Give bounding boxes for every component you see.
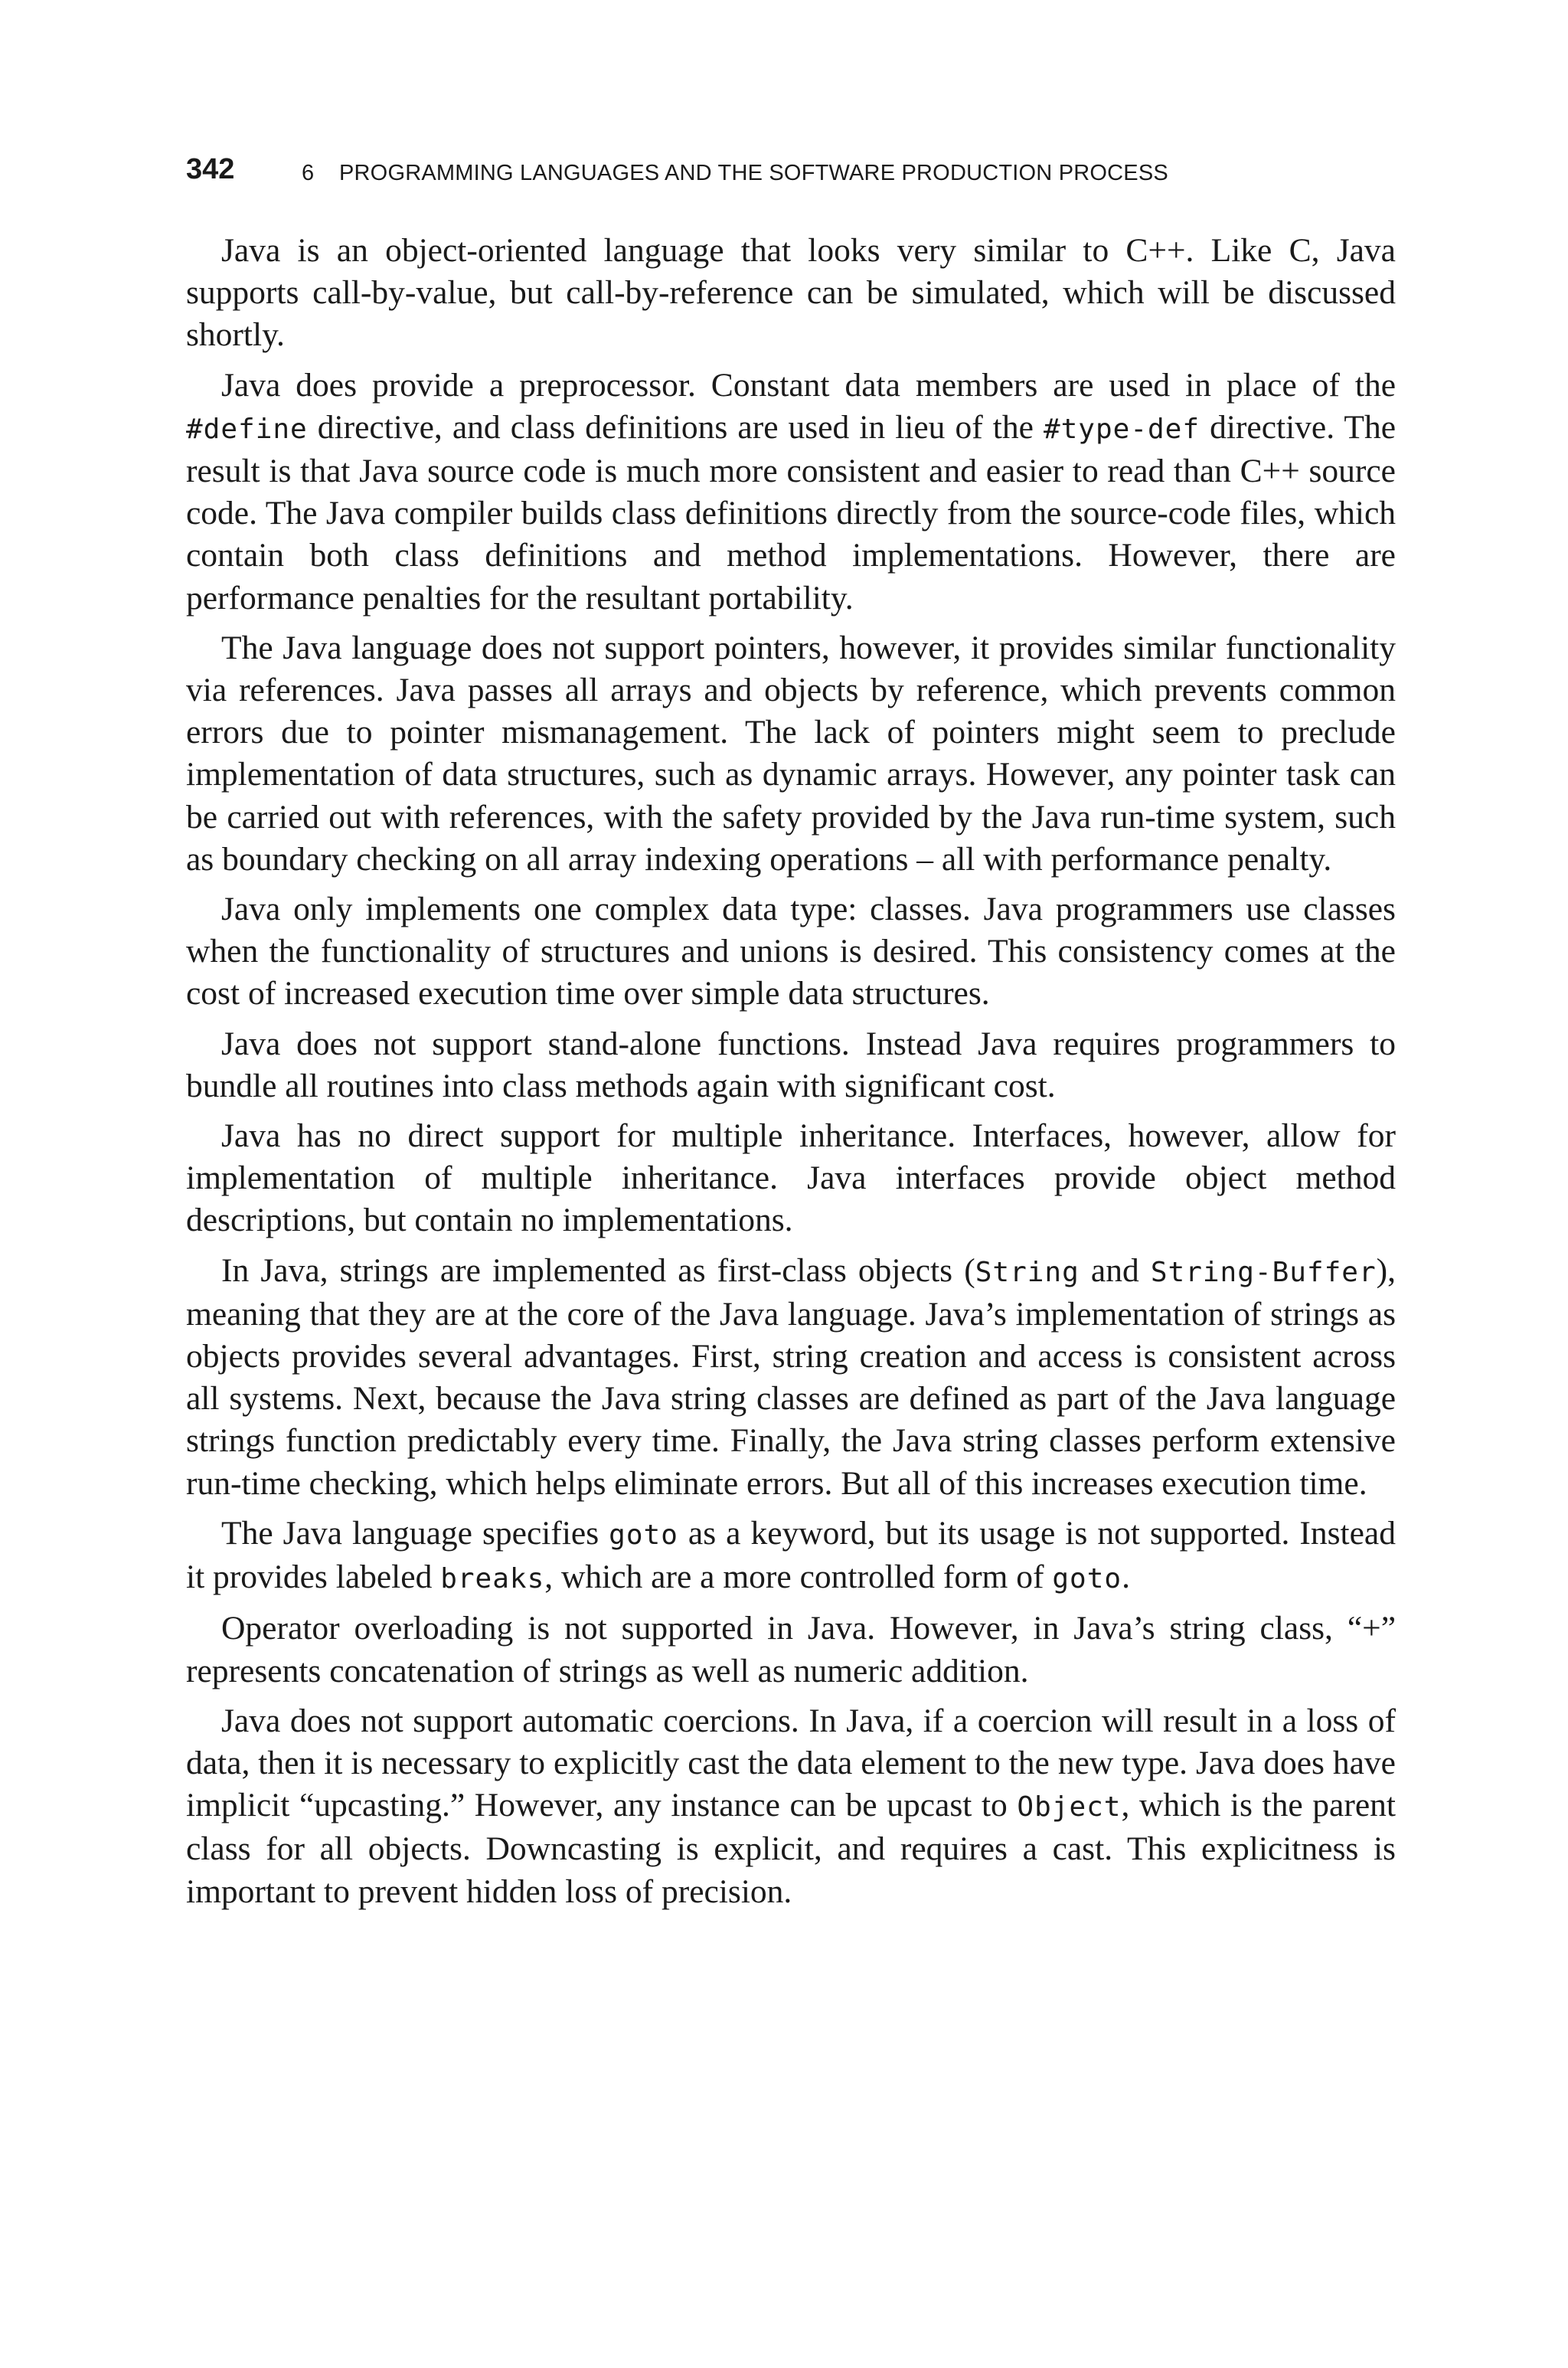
paragraph	[186, 627, 1396, 881]
paragraph-text: , which is the parent class for all objects. Downcasting is explicit, and requires a cast. This explicitness is important to prevent hidden loss of precision.	[186, 1787, 1396, 1910]
paragraph-text: Java does not support stand-alone functions. Instead Java requires programmers to bundle all routines into class methods again with significant cost.	[186, 1025, 1396, 1104]
paragraph-text: , which are a more controlled form of	[544, 1558, 1053, 1596]
paragraph	[186, 230, 1396, 357]
paragraph-text: In Java, strings are implemented as first-class objects (	[221, 1251, 975, 1289]
paragraph-text: The Java language does not support pointers, however, it provides similar functionality via references. Java passes all arrays and objects by reference, which prevents common errors due to pointer mismanagement. The lack of pointers might seem to preclude implementation of data structures, such as dynamic arrays. However, any pointer task can be carried out with references, with the safety provided by the Java run-time system, such as boundary checking on all array indexing operations – all with performance penalty.	[186, 629, 1396, 878]
paragraph	[186, 1250, 1396, 1505]
paragraph	[186, 1023, 1396, 1107]
paragraph-text: as a keyword, but its usage is not supported. Instead it provides labeled	[186, 1514, 1396, 1596]
paragraph	[186, 1115, 1396, 1242]
paragraph-text: ), meaning that they are at the core of the Java language. Java’s implementation of strings as objects provides several advantages. First, string creation and access is consistent across all systems. Next, because the Java string classes are defined as part of the Java language strings function predictably every time. Finally, the Java string classes perform extensive run-time checking, which helps eliminate errors. But all of this increases execution time.	[186, 1251, 1396, 1502]
paragraph-text: The Java language specifies	[221, 1514, 609, 1552]
paragraph	[186, 888, 1396, 1016]
paragraph-text: Java does provide a preprocessor. Constant data members are used in place of the	[221, 366, 1396, 404]
paragraph	[186, 1608, 1396, 1692]
code-keyword: String-Buffer	[1150, 1256, 1377, 1288]
chapter-number: 6	[302, 161, 315, 185]
paragraph-text: directive, and class definitions are used in lieu of the	[307, 408, 1044, 446]
code-keyword: goto	[609, 1519, 678, 1551]
running-head	[186, 150, 1396, 196]
code-keyword: Object	[1017, 1791, 1122, 1823]
paragraph-text: Operator overloading is not supported in Java. However, in Java’s string class, “+” represents concatenation of strings as well as numeric addition.	[186, 1610, 1396, 1689]
code-keyword: #type-def	[1043, 413, 1200, 445]
chapter-title: PROGRAMMING LANGUAGES AND THE SOFTWARE PRODUCTION PROCESS	[339, 161, 1168, 185]
paragraph-text: and	[1079, 1251, 1151, 1289]
code-keyword: breaks	[440, 1563, 545, 1595]
page-number: 342	[186, 153, 235, 185]
body-text	[186, 230, 1396, 1921]
paragraph-text: directive. The result is that Java source code is much more consistent and easier to read than C++ source code. The Java compiler builds class definitions directly from the source-code files, which contain both class definitions and method implementations. However, there are performance penalties for the resultant portability.	[186, 408, 1396, 617]
code-keyword: String	[975, 1256, 1080, 1288]
paragraph-text: Java has no direct support for multiple inheritance. Interfaces, however, allow for implementation of multiple inheritance. Java interfaces provide object method descriptions, but contain no implementations.	[186, 1117, 1396, 1239]
paragraph	[186, 1700, 1396, 1913]
paragraph-text: Java does not support automatic coercions. In Java, if a coercion will result in a loss of data, then it is necessary to explicitly cast the data element to the new type. Java does have implicit “upcasting.” However, any instance can be upcast to	[186, 1702, 1396, 1824]
paragraph-text: Java is an object-oriented language that looks very similar to C++. Like C, Java supports call-by-value, but call-by-reference can be simulated, which will be discussed shortly.	[186, 232, 1396, 354]
paragraph	[186, 365, 1396, 620]
paragraph	[186, 1513, 1396, 1600]
paragraph-text: Java only implements one complex data type: classes. Java programmers use classes when the functionality of structures and unions is desired. This consistency comes at the cost of increased execution time over simple data structures.	[186, 891, 1396, 1012]
code-keyword: #define	[186, 413, 308, 445]
code-keyword: goto	[1052, 1563, 1122, 1595]
paragraph-text: .	[1122, 1558, 1130, 1596]
